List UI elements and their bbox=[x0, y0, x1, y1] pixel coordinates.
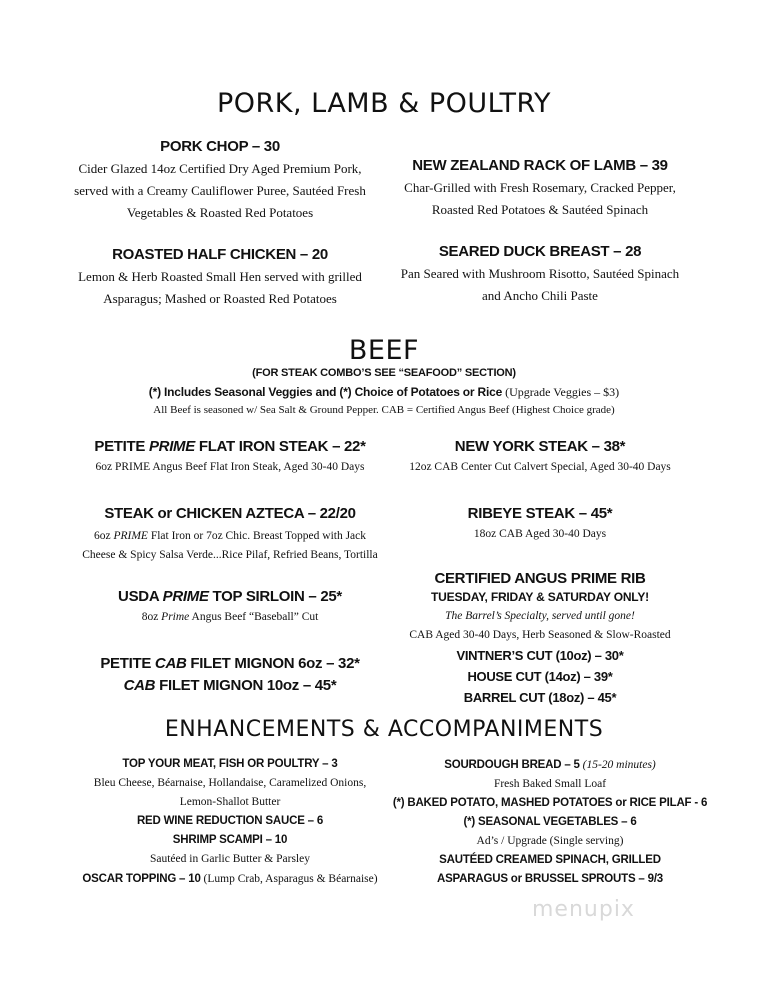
chicken-title: ROASTED HALF CHICKEN – 20 bbox=[112, 246, 328, 263]
flat-iron-item bbox=[70, 438, 390, 477]
sourdough-bread: SOURDOUGH BREAD – 5 bbox=[444, 759, 580, 771]
pork-chop-desc-1: Cider Glazed 14oz Certified Dry Aged Premium Pork, bbox=[78, 161, 362, 176]
duck-item bbox=[370, 243, 710, 307]
duck-desc-1: Pan Seared with Mushroom Risotto, Sautéed Spinach bbox=[400, 266, 680, 281]
pork-section-heading: PORK, LAMB & POULTRY bbox=[217, 88, 551, 119]
azteca-desc-em: PRIME bbox=[113, 530, 148, 542]
sirloin-title-pre: USDA bbox=[118, 588, 163, 605]
filet-large-post: FILET MIGNON 10oz – 45* bbox=[155, 677, 337, 694]
duck-desc-2: and Ancho Chili Paste bbox=[482, 288, 598, 303]
beef-section-heading: BEEF bbox=[348, 335, 420, 366]
new-york-item bbox=[380, 438, 700, 477]
azteca-desc-post: Flat Iron or 7oz Chic. Breast Topped with Jack bbox=[147, 530, 367, 542]
potato-options: (*) BAKED POTATO, MASHED POTATOES or RICE PILAF - 6 bbox=[392, 797, 708, 809]
sirloin-item bbox=[70, 588, 390, 627]
filet-large-em: CAB bbox=[123, 677, 156, 694]
prime-rib-cut-vintner: VINTNER’S CUT (10oz) – 30* bbox=[456, 648, 624, 663]
ribeye-item bbox=[380, 505, 700, 544]
sourdough-bread-time: (15-20 minutes) bbox=[579, 759, 656, 771]
chicken-item bbox=[60, 246, 380, 310]
prime-rib-cut-house: HOUSE CUT (14oz) – 39* bbox=[467, 669, 613, 684]
filet-petite-pre: PETITE bbox=[100, 655, 155, 672]
lamb-item bbox=[370, 157, 710, 221]
prime-rib-cut-barrel: BARREL CUT (18oz) – 45* bbox=[463, 690, 617, 705]
azteca-desc-2: Cheese & Spicy Salsa Verde...Rice Pilaf, Refried Beans, Tortilla bbox=[82, 549, 378, 561]
lamb-desc-2: Roasted Red Potatoes & Sautéed Spinach bbox=[431, 202, 649, 217]
shrimp-scampi-desc: Sautéed in Garlic Butter & Parsley bbox=[149, 853, 310, 865]
beef-note-seasoning: All Beef is seasoned w/ Sea Salt & Ground Pepper. CAB = Certified Angus Beef (Highest Choice grade) bbox=[153, 404, 615, 416]
new-york-desc: 12oz CAB Center Cut Calvert Special, Aged 30-40 Days bbox=[409, 461, 671, 473]
beef-note-includes-bold: (*) Includes Seasonal Veggies and (*) Choice of Potatoes or Rice bbox=[148, 385, 503, 399]
filet-items bbox=[60, 653, 400, 697]
red-wine-sauce: RED WINE REDUCTION SAUCE – 6 bbox=[136, 815, 324, 827]
menupix-watermark: menupix bbox=[532, 897, 635, 922]
shrimp-scampi: SHRIMP SCAMPI – 10 bbox=[172, 834, 288, 846]
top-meat-title: TOP YOUR MEAT, FISH OR POULTRY – 3 bbox=[122, 758, 338, 770]
enhancements-heading: ENHANCEMENTS & ACCOMPANIMENTS bbox=[164, 717, 604, 742]
sirloin-desc-post: Angus Beef “Baseball” Cut bbox=[189, 611, 319, 623]
sirloin-desc-pre: 8oz bbox=[141, 611, 162, 623]
sirloin-title-em: PRIME bbox=[162, 588, 209, 605]
prime-rib-specialty: The Barrel’s Specialty, served until gone! bbox=[445, 610, 635, 622]
beef-note-includes bbox=[0, 382, 768, 402]
flat-iron-title-post: FLAT IRON STEAK – 22* bbox=[194, 438, 366, 455]
sirloin-title-post: TOP SIRLOIN – 25* bbox=[208, 588, 342, 605]
top-meat-desc-1: Bleu Cheese, Béarnaise, Hollandaise, Caramelized Onions, bbox=[93, 777, 367, 789]
seasonal-vegetables: (*) SEASONAL VEGETABLES – 6 bbox=[463, 816, 637, 828]
enhancements-right bbox=[360, 755, 740, 889]
sourdough-bread-desc: Fresh Baked Small Loaf bbox=[493, 778, 607, 790]
duck-title: SEARED DUCK BREAST – 28 bbox=[438, 243, 642, 260]
ribeye-title: RIBEYE STEAK – 45* bbox=[467, 505, 613, 522]
prime-rib-title: CERTIFIED ANGUS PRIME RIB bbox=[434, 570, 646, 587]
filet-petite-em: CAB bbox=[154, 655, 187, 672]
flat-iron-desc: 6oz PRIME Angus Beef Flat Iron Steak, Aged 30-40 Days bbox=[95, 461, 365, 473]
seasonal-vegetables-desc: Ad’s / Upgrade (Single serving) bbox=[476, 835, 624, 847]
beef-note-upgrade: (Upgrade Veggies – $3) bbox=[502, 385, 620, 399]
pork-chop-title: PORK CHOP – 30 bbox=[160, 138, 280, 155]
beef-note-combo: (FOR STEAK COMBO’S SEE “SEAFOOD” SECTION) bbox=[252, 367, 516, 379]
azteca-desc-pre: 6oz bbox=[93, 530, 114, 542]
sirloin-desc-em: Prime bbox=[161, 611, 190, 623]
ribeye-desc: 18oz CAB Aged 30-40 Days bbox=[473, 528, 607, 540]
spinach-line-2: ASPARAGUS or BRUSSEL SPROUTS – 9/3 bbox=[436, 873, 664, 885]
flat-iron-title-em: PRIME bbox=[148, 438, 195, 455]
azteca-title: STEAK or CHICKEN AZTECA – 22/20 bbox=[104, 505, 356, 522]
oscar-topping-desc: (Lump Crab, Asparagus & Béarnaise) bbox=[200, 873, 378, 885]
pork-chop-item bbox=[60, 138, 380, 224]
oscar-topping: OSCAR TOPPING – 10 bbox=[82, 873, 201, 885]
chicken-desc-1: Lemon & Herb Roasted Small Hen served with grilled bbox=[78, 269, 362, 284]
spinach-line-1: SAUTÉED CREAMED SPINACH, GRILLED bbox=[439, 854, 661, 866]
chicken-desc-2: Asparagus; Mashed or Roasted Red Potatoes bbox=[103, 291, 337, 306]
azteca-item bbox=[40, 505, 420, 565]
prime-rib-days: TUESDAY, FRIDAY & SATURDAY ONLY! bbox=[431, 590, 649, 604]
prime-rib-aged: CAB Aged 30-40 Days, Herb Seasoned & Slow-Roasted bbox=[409, 629, 671, 641]
pork-chop-desc-2: served with a Creamy Cauliflower Puree, Sautéed Fresh bbox=[74, 183, 366, 198]
top-meat-desc-2: Lemon-Shallot Butter bbox=[179, 796, 281, 808]
new-york-title: NEW YORK STEAK – 38* bbox=[454, 438, 626, 455]
lamb-title: NEW ZEALAND RACK OF LAMB – 39 bbox=[412, 157, 668, 174]
prime-rib-item bbox=[360, 570, 720, 708]
filet-petite-post: FILET MIGNON 6oz – 32* bbox=[186, 655, 360, 672]
pork-chop-desc-3: Vegetables & Roasted Red Potatoes bbox=[126, 205, 314, 220]
flat-iron-title-pre: PETITE bbox=[94, 438, 149, 455]
lamb-desc-1: Char-Grilled with Fresh Rosemary, Cracked Pepper, bbox=[404, 180, 676, 195]
